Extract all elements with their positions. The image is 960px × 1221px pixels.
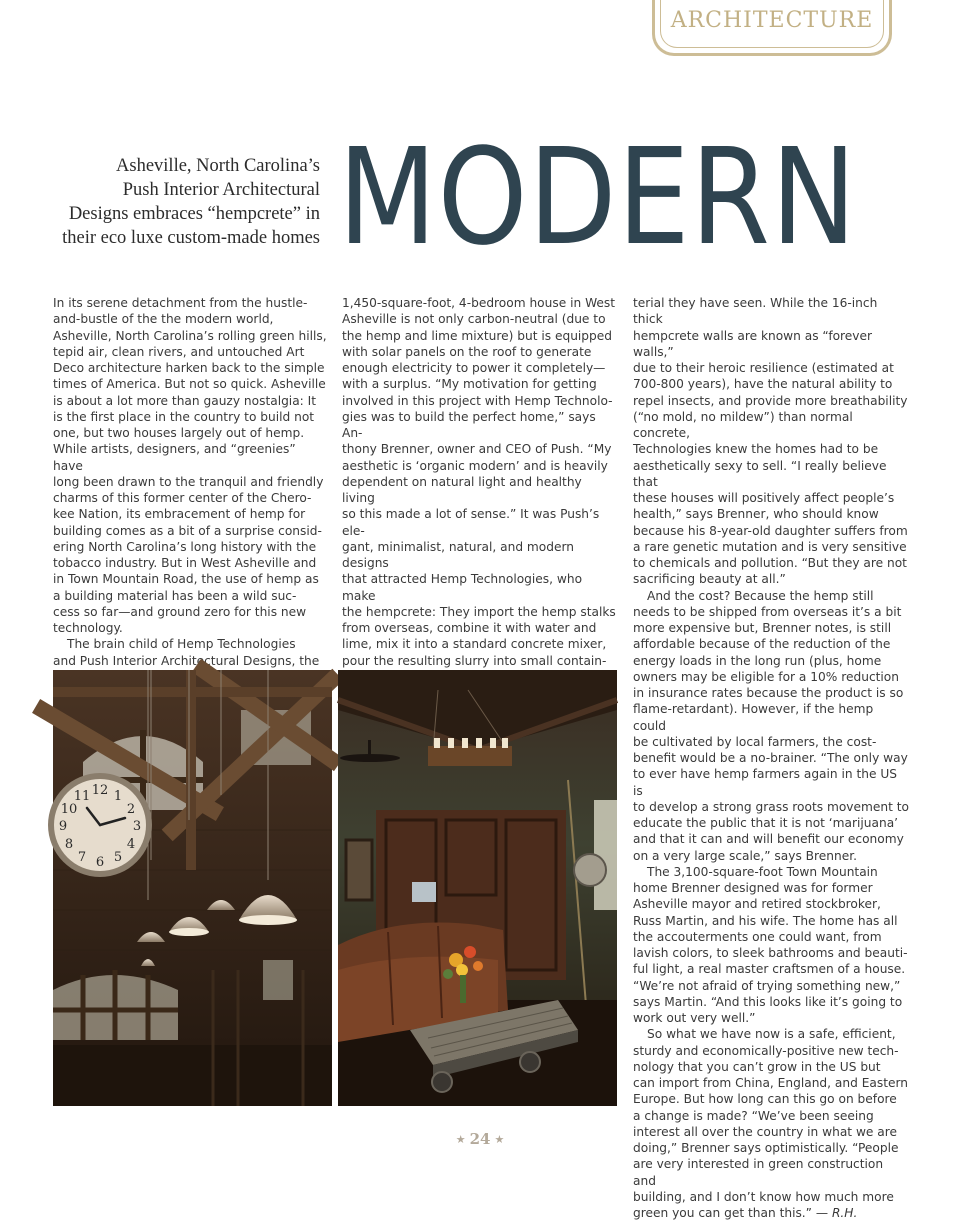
clock-numeral: 11: [73, 789, 91, 804]
article-text-line: aesthetic is ‘organic modern’ and is heavily: [342, 458, 608, 473]
star-icon: ★: [494, 1133, 505, 1146]
dek: [40, 154, 320, 250]
article-text-line: charms of this former center of the Chero-: [53, 491, 312, 505]
article-text-line: are very interested in green construction and: [633, 1157, 884, 1188]
article-text-line: ful light, a real master craftsmen of a house.: [633, 962, 906, 977]
clock-numeral: 1: [113, 789, 123, 804]
article-text-line: times of America. But not so quick. Asheville: [53, 377, 326, 392]
article-text-line: enough electricity to power it completely—: [342, 361, 606, 375]
article-text-line: sturdy and economically-positive new tech-: [633, 1043, 899, 1058]
headline: MODERN: [338, 121, 858, 275]
article-text-line: these houses will positively affect people’s: [633, 491, 895, 505]
article-text-line: one, but two houses largely out of hemp.: [53, 426, 305, 440]
article-text-line: tepid air, clean rivers, and untouched Art: [53, 344, 305, 359]
article-text-line: In its serene detachment from the hustle-: [53, 296, 308, 310]
article-text-line: energy loads in the long run (plus, home: [633, 653, 882, 668]
page-number-value: 24: [469, 1130, 491, 1148]
article-text-line: [633, 1205, 909, 1221]
article-text-line: owners may be eligible for a 10% reduction: [633, 669, 899, 684]
article-text-line: a rare genetic mutation and is very sensitive: [633, 539, 907, 554]
article-text-line: sacrificing beauty at all.”: [633, 572, 786, 587]
article-text-line: more expensive but, Brenner notes, is still: [633, 621, 892, 635]
article-text-fragment: green you can get than this.” —: [633, 1206, 832, 1220]
article-text-line: Asheville is not only carbon-neutral (due to: [342, 312, 606, 327]
article-text-line: The 3,100-square-foot Town Mountain: [647, 864, 878, 879]
article-text-line: from overseas, combine it with water and: [342, 621, 597, 635]
article-text-line: lime, mix it into a standard concrete mixer,: [342, 637, 607, 652]
article-text-line: in insurance rates because the product is so: [633, 686, 904, 700]
article-text-line: Europe. But how long can this go on before: [633, 1092, 897, 1107]
section-tab: [652, 0, 892, 56]
photo-barn-interior: [53, 670, 332, 1106]
clock-numeral: 6: [95, 855, 105, 870]
clock-numeral: 5: [113, 850, 123, 865]
barn-interior-illustration: [53, 670, 332, 1106]
article-text-line: pour the resulting slurry into small contain-: [342, 653, 607, 668]
article-text-line: doing,” Brenner says optimistically. “People: [633, 1141, 899, 1155]
article-text-line: ering North Carolina’s long history with the: [53, 539, 317, 554]
article-text-line: 700-800 years), have the natural ability to: [633, 377, 893, 392]
clock-numeral: 7: [77, 850, 87, 865]
article-text-line: And the cost? Because the hemp still: [647, 588, 874, 603]
article-text-line: dependent on natural light and healthy living: [342, 474, 582, 505]
article-text-line: the hemp and lime mixture) but is equipped: [342, 328, 613, 343]
article-text-line: hempcrete walls are known as “forever walls,”: [633, 328, 873, 359]
article-text-line: Asheville mayor and retired stockbroker,: [633, 897, 881, 912]
article-text-line: 1,450-square-foot, 4-bedroom house in West: [342, 296, 616, 310]
dek-line: their eco luxe custom-made homes: [62, 228, 320, 248]
page-number: [0, 1130, 960, 1148]
article-text-line: building comes as a bit of a surprise consid-: [53, 523, 322, 538]
article-text-line: to ever have hemp farmers again in the US is: [633, 767, 898, 798]
article-text-line: aesthetically sexy to sell. “I really believe that: [633, 458, 887, 489]
article-text-line: home Brenner designed was for former: [633, 881, 873, 895]
article-text-line: While artists, designers, and “greenies” have: [53, 442, 296, 473]
article-text-line: the accouterments one could want, from: [633, 929, 882, 944]
article-text-line: (“no mold, no mildew”) than normal concrete,: [633, 409, 853, 440]
article-text-line: that attracted Hemp Technologies, who make: [342, 572, 583, 603]
article-text-line: tobacco industry. But in West Asheville and: [53, 556, 317, 570]
article-text-line: and Push Interior Architectural Designs, the: [53, 653, 320, 668]
article-text-line: educate the public that it is not ‘marijuana’: [633, 816, 899, 830]
dek-line: Asheville, North Carolina’s: [116, 156, 320, 176]
article-text-line: health,” says Brenner, who should know: [633, 507, 879, 522]
article-text-line: to develop a strong grass roots movement to: [633, 799, 909, 814]
article-text-line: gant, minimalist, natural, and modern designs: [342, 539, 575, 570]
article-text-line: Asheville, North Carolina’s rolling green hills,: [53, 328, 327, 343]
article-text-line: to chemicals and pollution. “But they are not: [633, 556, 907, 570]
article-text-line: So what we have now is a safe, efficient,: [647, 1027, 896, 1042]
article-text-line: is about a lot more than gauzy nostalgia: It: [53, 393, 317, 408]
article-text-line: Deco architecture harken back to the simple: [53, 361, 325, 375]
article-column-3: [633, 295, 909, 1221]
clock-numeral: 12: [91, 783, 109, 798]
article-text-line: a change is made? “We’ve been seeing: [633, 1108, 874, 1123]
article-text-line: flame-retardant). However, if the hemp could: [633, 702, 874, 733]
dek-line: Push Interior Architectural: [122, 180, 320, 200]
article-text-line: The brain child of Hemp Technologies: [67, 637, 296, 652]
article-text-line: be cultivated by local farmers, the cost-: [633, 734, 877, 749]
article-text-line: terial they have seen. While the 16-inch thick: [633, 296, 878, 327]
article-text-line: interest all over the country in what we are: [633, 1124, 898, 1139]
article-text-line: affordable because of the reduction of the: [633, 637, 891, 652]
living-room-illustration: [338, 670, 617, 1106]
article-text-line: lavish colors, to sleek bathrooms and beauti-: [633, 946, 908, 960]
photo-living-room: [338, 670, 617, 1106]
clock-numeral: 3: [132, 819, 142, 834]
clock-numeral: 9: [58, 819, 68, 834]
article-text-line: Technologies knew the homes had to be: [633, 442, 879, 457]
article-text-line: in Town Mountain Road, the use of hemp as: [53, 572, 319, 587]
section-label: ARCHITECTURE: [670, 8, 874, 33]
article-text-line: cess so far—and ground zero for this new: [53, 604, 307, 619]
article-text-line: due to their heroic resilience (estimated at: [633, 361, 894, 375]
article-text-line: so this made a lot of sense.” It was Push’s ele-: [342, 507, 600, 538]
byline: R.H.: [831, 1206, 858, 1220]
article-text-line: kee Nation, its embracement of hemp for: [53, 507, 306, 522]
article-text-line: on a very large scale,” says Brenner.: [633, 848, 857, 863]
article-text-line: Russ Martin, and his wife. The home has all: [633, 913, 898, 928]
article-text-line: “We’re not afraid of trying something new,”: [633, 978, 901, 993]
clock-numeral: 10: [60, 802, 78, 817]
article-text-line: technology.: [53, 621, 123, 635]
article-text-line: because his 8-year-old daughter suffers from: [633, 523, 908, 538]
article-text-line: and that it can and will benefit our economy: [633, 832, 904, 847]
article-text-line: a building material has been a wild suc-: [53, 588, 297, 603]
article-text-line: says Martin. “And this looks like it’s going to: [633, 994, 903, 1009]
article-text-line: with solar panels on the roof to generate: [342, 344, 592, 359]
article-text-line: benefit would be a no-brainer. “The only way: [633, 751, 908, 765]
dek-line: Designs embraces “hempcrete” in: [68, 204, 320, 224]
article-text-line: can import from China, England, and Eastern: [633, 1076, 909, 1090]
article-text-line: needs to be shipped from overseas it’s a bit: [633, 604, 902, 619]
article-column-1: [53, 295, 329, 669]
star-icon: ★: [455, 1133, 466, 1146]
article-text-line: the hempcrete: They import the hemp stalks: [342, 604, 616, 619]
clock-numeral: 8: [64, 837, 74, 852]
article-text-line: gies was to build the perfect home,” says An-: [342, 409, 596, 440]
article-text-line: thony Brenner, owner and CEO of Push. “My: [342, 442, 612, 457]
article-text-line: long been drawn to the tranquil and friendly: [53, 474, 324, 489]
article-text-line: building, and I don’t know how much more: [633, 1189, 894, 1204]
article-text-line: is the first place in the country to build not: [53, 409, 315, 424]
article-text-line: with a surplus. “My motivation for getting: [342, 377, 597, 392]
article-text-line: involved in this project with Hemp Technolo-: [342, 393, 613, 408]
clock-numeral: 4: [126, 837, 136, 852]
article-text-line: and-bustle of the the modern world,: [53, 312, 274, 327]
article-text-line: repel insects, and provide more breathability: [633, 393, 908, 408]
article-text-line: nology that you can’t grow in the US but: [633, 1059, 881, 1074]
clock-numeral: 2: [126, 802, 136, 817]
article-text-line: work out very well.”: [633, 1011, 756, 1025]
